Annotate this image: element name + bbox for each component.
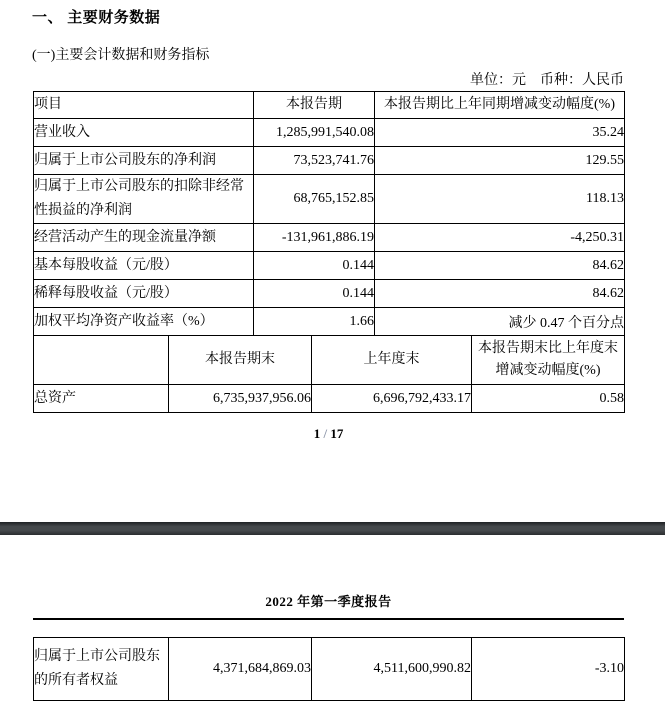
period-end-table: [33, 335, 625, 413]
value-cell: 0.144: [254, 280, 375, 308]
prior-cell: 6,696,792,433.17: [312, 385, 472, 413]
financial-tables: [33, 91, 624, 413]
table-row-deducted-net-profit: [34, 175, 625, 224]
page-number-total: 17: [330, 426, 344, 441]
table-row-basic-eps: [34, 252, 625, 280]
item-cell: 总资产: [34, 385, 169, 413]
page-separator-band: [0, 522, 665, 535]
prior-cell: 4,511,600,990.82: [312, 638, 472, 701]
change-cell: 118.13: [375, 175, 625, 224]
table-row-net-profit: [34, 147, 625, 175]
change-cell: -4,250.31: [375, 224, 625, 252]
header-period-end: 本报告期末: [169, 336, 312, 385]
item-cell: 归属于上市公司股东的扣除非经常性损益的净利润: [34, 175, 254, 224]
change-cell: 129.55: [375, 147, 625, 175]
item-cell: 加权平均净资产收益率（%）: [34, 308, 254, 336]
main-financial-table: [33, 91, 625, 336]
value-cell: 1,285,991,540.08: [254, 119, 375, 147]
page-number: [33, 426, 624, 442]
change-cell: 84.62: [375, 280, 625, 308]
header-prior-year-end: 上年度末: [312, 336, 472, 385]
header-period-end-change: 本报告期末比上年度末增减变动幅度(%): [472, 336, 625, 385]
subsection-title: (一)主要会计数据和财务指标: [32, 48, 210, 63]
page2-table: [33, 637, 624, 701]
current-cell: 4,371,684,869.03: [169, 638, 312, 701]
header-blank: [34, 336, 169, 385]
table-row-diluted-eps: [34, 280, 625, 308]
equity-table: [33, 637, 625, 701]
unit-note: 单位：元 币种：人民币: [470, 73, 624, 88]
table-header-row: [34, 92, 625, 119]
header-rule: [33, 618, 624, 620]
current-cell: 6,735,937,956.06: [169, 385, 312, 413]
change-cell: -3.10: [472, 638, 625, 701]
table-row-revenue: [34, 119, 625, 147]
value-cell: -131,961,886.19: [254, 224, 375, 252]
table-row-total-assets: [34, 385, 625, 413]
page-number-current: 1: [313, 426, 321, 441]
page-number-slash: /: [323, 426, 328, 441]
value-cell: 73,523,741.76: [254, 147, 375, 175]
value-cell: 1.66: [254, 308, 375, 336]
item-cell: 稀释每股收益（元/股）: [34, 280, 254, 308]
change-cell: 0.58: [472, 385, 625, 413]
table-row-shareholders-equity: [34, 638, 625, 701]
section-title: 一、 主要财务数据: [32, 10, 161, 26]
table-row-weighted-roe: [34, 308, 625, 336]
item-cell: 营业收入: [34, 119, 254, 147]
item-cell: 归属于上市公司股东的净利润: [34, 147, 254, 175]
table-row-operating-cash-flow: [34, 224, 625, 252]
change-cell: 84.62: [375, 252, 625, 280]
item-cell: 归属于上市公司股东的所有者权益: [34, 638, 169, 701]
item-cell: 经营活动产生的现金流量净额: [34, 224, 254, 252]
change-cell: 35.24: [375, 119, 625, 147]
period-end-header-row: [34, 336, 625, 385]
report-header-title: 2022 年第一季度报告: [265, 594, 392, 609]
header-item: 项目: [34, 92, 254, 119]
change-cell: 减少 0.47 个百分点: [375, 308, 625, 336]
value-cell: 0.144: [254, 252, 375, 280]
header-change: 本报告期比上年同期增减变动幅度(%): [375, 92, 625, 119]
header-current-period: 本报告期: [254, 92, 375, 119]
item-cell: 基本每股收益（元/股）: [34, 252, 254, 280]
value-cell: 68,765,152.85: [254, 175, 375, 224]
